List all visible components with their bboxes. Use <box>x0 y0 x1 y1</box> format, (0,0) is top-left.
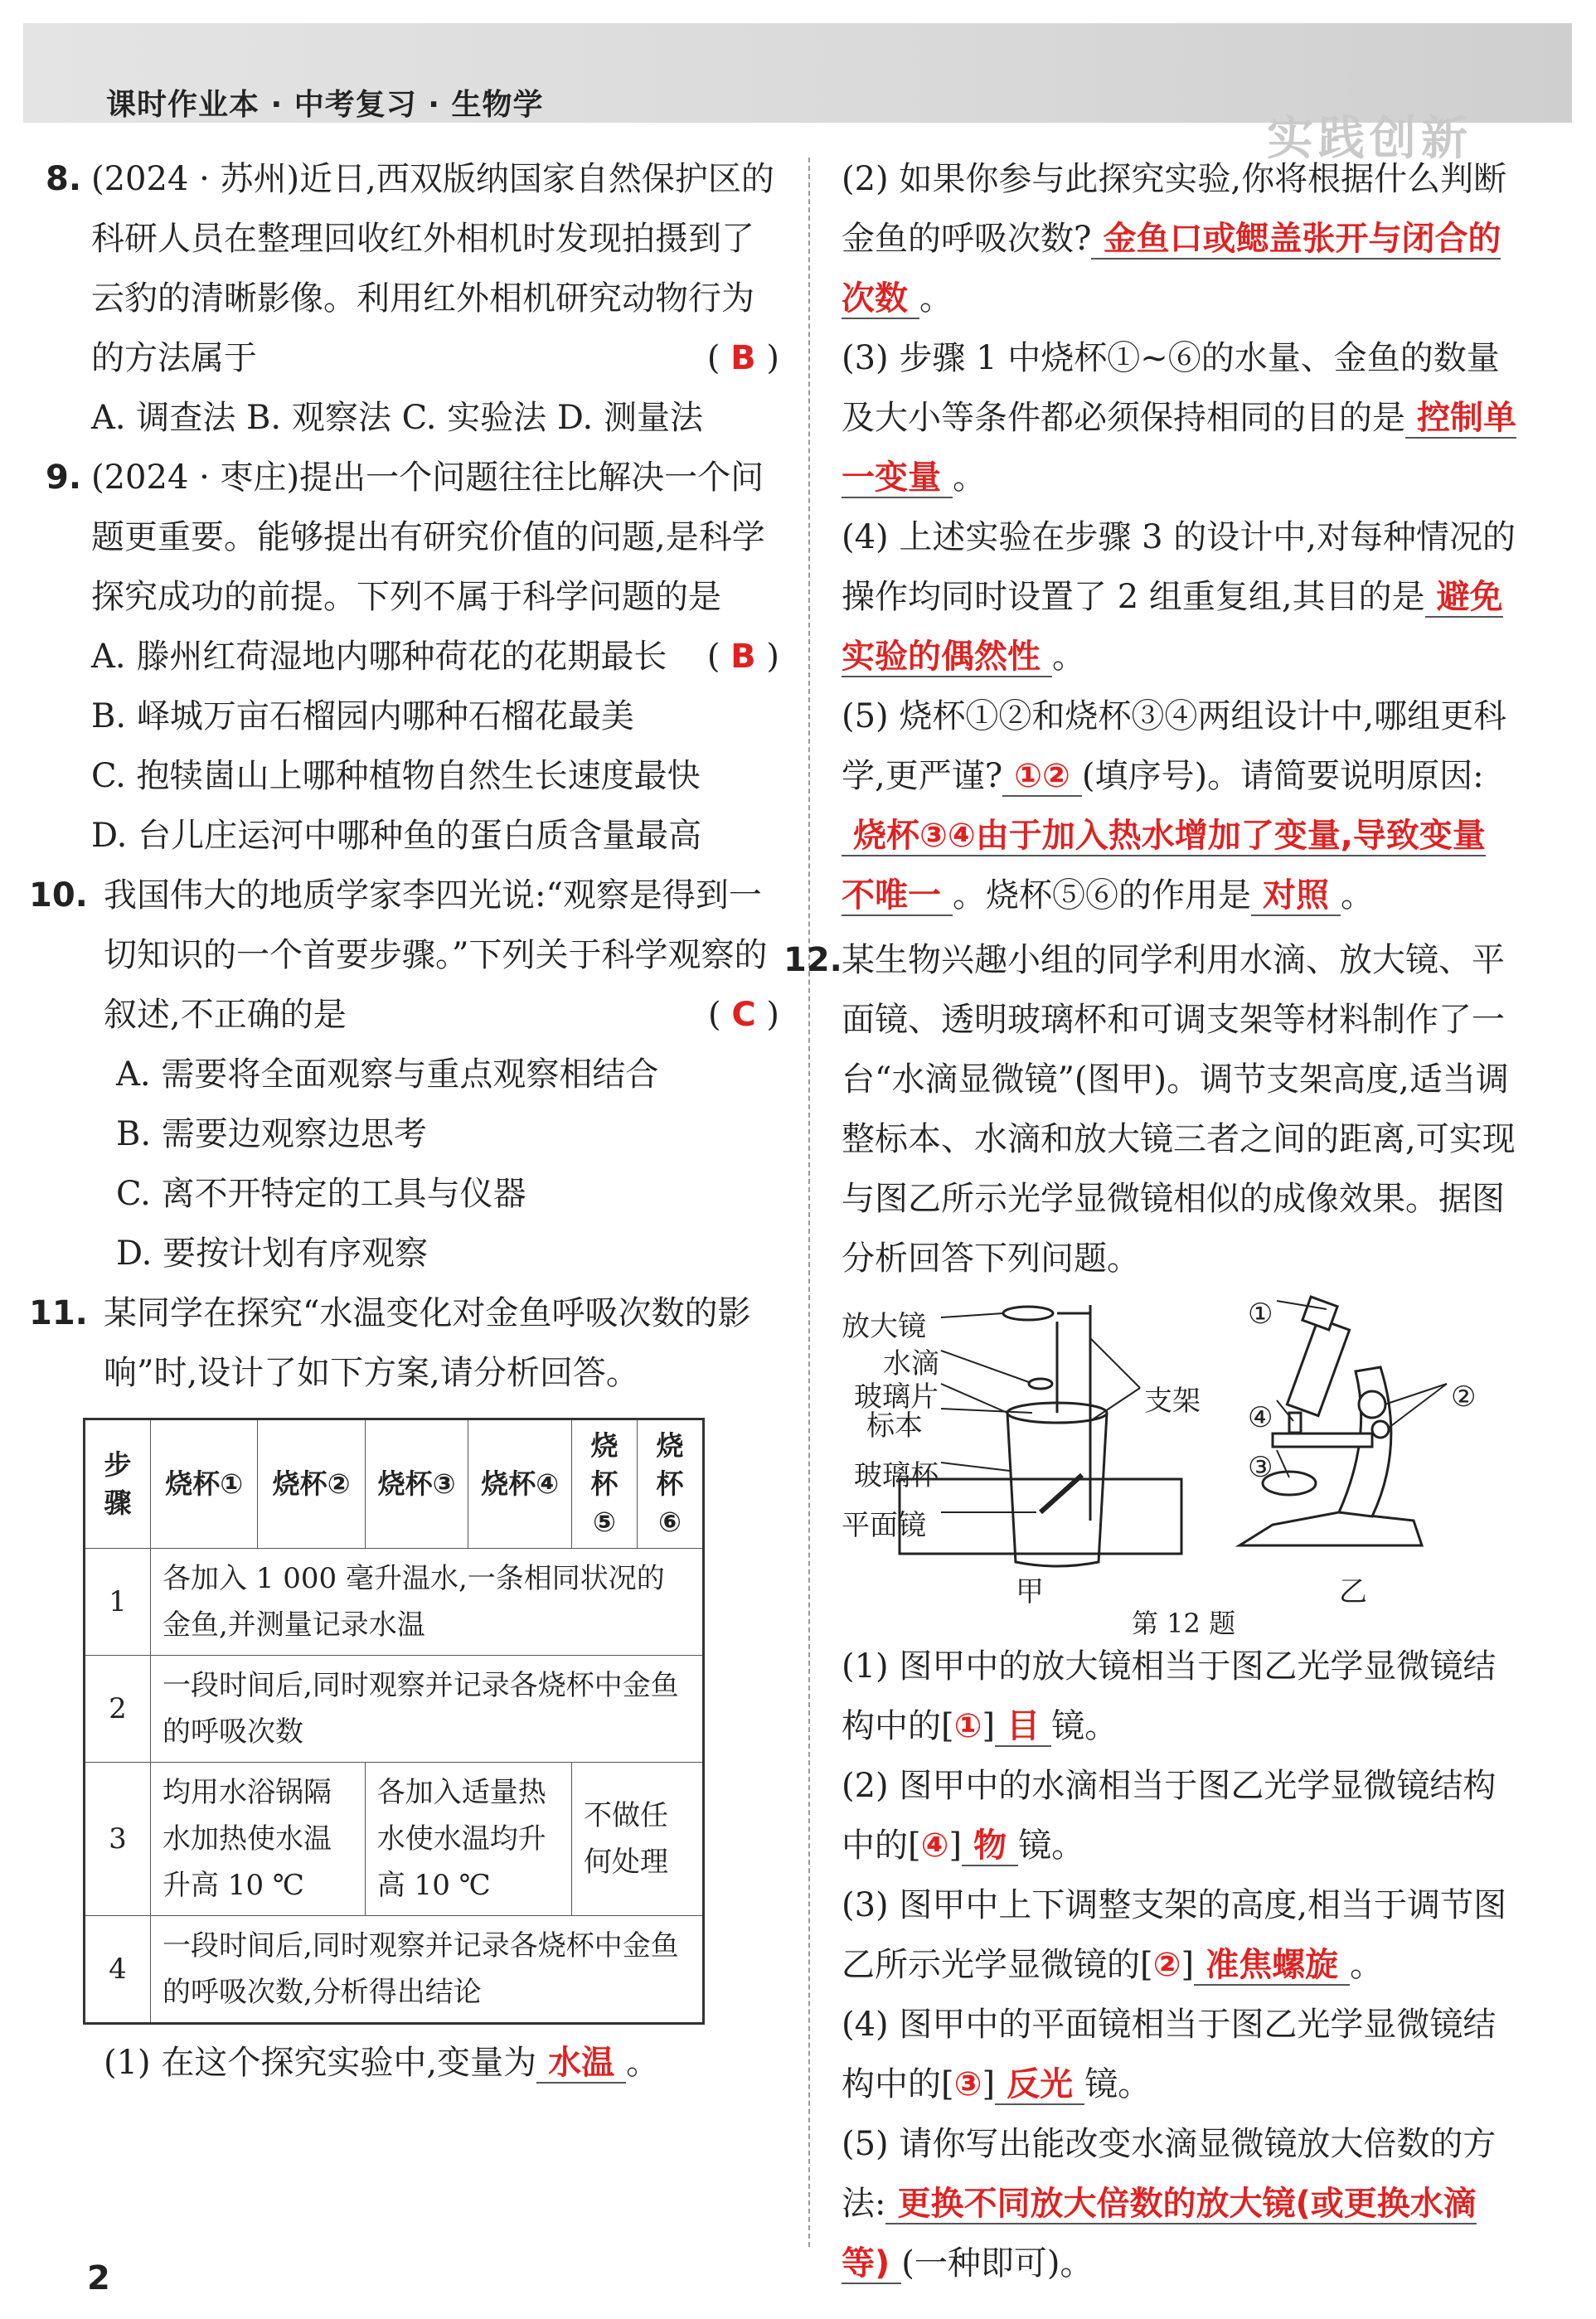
header-title: 课时作业本 · 中考复习 · 生物学 <box>106 88 544 122</box>
q11-sub3 <box>842 328 1517 507</box>
table-cell: 不做任何处理 <box>572 1763 704 1916</box>
sub-text: ] <box>1181 1946 1195 1984</box>
table-header: 烧杯⑥ <box>638 1419 704 1549</box>
sub-text: 镜。 <box>1084 2065 1152 2103</box>
sub-text: ] <box>982 2065 996 2103</box>
answer-bracket: ( B ) <box>706 339 779 377</box>
label-glass-slide: 玻璃片 <box>854 1380 939 1414</box>
sub-text: 。 <box>626 2044 660 2082</box>
answer: C <box>731 996 756 1034</box>
question-12 <box>783 930 1517 1288</box>
sub-text: ] <box>982 1707 996 1745</box>
page-header <box>23 23 1572 166</box>
question-number: 9. <box>46 458 82 497</box>
option: D. 要按计划有序观察 <box>116 1235 429 1273</box>
objective-lens <box>1289 1413 1301 1433</box>
sub-text: 镜。 <box>1018 1827 1085 1865</box>
q11-sub5 <box>842 686 1517 925</box>
table-header: 烧杯⑤ <box>572 1419 638 1549</box>
table-row <box>85 1549 704 1656</box>
microscope-stage <box>1273 1434 1372 1447</box>
label-part-4: ④ <box>1248 1401 1273 1434</box>
question-number: 8. <box>46 160 82 198</box>
question-stem: 我国伟大的地质学家李四光说:“观察是得到一切知识的一个首要步骤。”下列关于科学观察的叙述,不正确的是 <box>104 876 768 1034</box>
option: D. 台儿庄运河中哪种鱼的蛋白质含量最高 <box>91 817 702 855</box>
option: A. 需要将全面观察与重点观察相结合 <box>116 1055 659 1094</box>
sub-text: 。烧杯⑤⑥的作用是 <box>953 876 1251 915</box>
coarse-focus-knob <box>1359 1391 1385 1418</box>
q11-sub4 <box>842 507 1517 686</box>
label-jia: 甲 <box>1016 1575 1044 1608</box>
question-number: 12. <box>783 941 842 979</box>
answer-blank: 目 <box>995 1707 1051 1747</box>
table-cell: 一段时间后,同时观察并记录各烧杯中金鱼的呼吸次数 <box>151 1656 704 1763</box>
answer-part-number: ④ <box>920 1827 949 1865</box>
fine-focus-knob <box>1372 1421 1389 1438</box>
table-header: 烧杯① <box>151 1419 258 1549</box>
label-magnifier: 放大镜 <box>842 1310 926 1343</box>
sub-text: ] <box>948 1827 963 1865</box>
options: A. 调查法 B. 观察法 C. 实验法 D. 测量法 <box>91 399 703 437</box>
q12-sub2 <box>842 1756 1517 1875</box>
answer-part-number: ② <box>1152 1946 1181 1984</box>
question-stem: (2024 · 枣庄)提出一个问题往往比解决一个问题更重要。能够提出有研究价值的问题,是科学探究成功的前提。下列不属于科学问题的是 <box>91 458 765 616</box>
experiment-table <box>83 1418 705 2025</box>
question-number: 10. <box>29 876 88 915</box>
answer: B <box>730 638 756 676</box>
answer-part-number: ③ <box>953 2065 982 2103</box>
step-cell: 3 <box>85 1763 151 1916</box>
header-watermark: 实践创新 <box>1267 112 1472 166</box>
answer-blank: 烧杯③④由于加入热水增加了变量,导致变量不唯一 <box>842 817 1486 915</box>
label-flat-mirror: 平面镜 <box>842 1509 926 1542</box>
question-11 <box>29 1283 779 1403</box>
figure-microscopes <box>842 1288 1517 1637</box>
left-column <box>29 149 779 2093</box>
option: C. 抱犊崮山上哪种植物自然生长速度最快 <box>91 757 701 795</box>
sub-text: 。 <box>1341 876 1374 915</box>
answer-blank: ①② <box>1002 757 1082 797</box>
table-row <box>85 1763 704 1916</box>
question-9 <box>46 448 779 866</box>
sub-text: (填序号)。请简要说明原因: <box>1081 757 1484 795</box>
sub-text: (2) 图甲中的水滴相当于图乙光学显微镜结构中的[ <box>842 1767 1497 1865</box>
sub-text: 镜。 <box>1051 1707 1118 1745</box>
question-stem: (2024 · 苏州)近日,西双版纳国家自然保护区的科研人员在整理回收红外相机时发现拍摄到了云豹的清晰影像。利用红外相机研究动物行为的方法属于 <box>91 160 774 377</box>
option: B. 峄城万亩石榴园内哪种石榴花最美 <box>91 697 634 735</box>
figure-svg <box>842 1288 1517 1637</box>
q12-sub1 <box>842 1637 1517 1756</box>
label-support: 支架 <box>1144 1385 1201 1418</box>
table-cell: 均用水浴锅隔水加热使水温升高 10 ℃ <box>151 1763 366 1916</box>
sub-text: (4) 上述实验在步骤 3 的设计中,对每种情况的操作均同时设置了 2 组重复组,其目的是 <box>842 518 1516 616</box>
column-divider <box>808 158 810 2247</box>
sub-text: (1) 图甲中的放大镜相当于图乙光学显微镜结构中的[ <box>842 1647 1497 1745</box>
answer-blank: 避免实验的偶然性 <box>842 578 1503 676</box>
water-drop-microscope <box>900 1305 1181 1566</box>
water-drop <box>1029 1379 1052 1389</box>
q11-sub1 <box>91 2033 779 2093</box>
question-10 <box>29 866 779 1283</box>
label-yi: 乙 <box>1339 1575 1367 1608</box>
sub-text: (2) 如果你参与此探究实验,你将根据什么判断金鱼的呼吸次数? <box>842 160 1507 258</box>
label-water-drop: 水滴 <box>883 1347 939 1380</box>
answer-bracket: ( B ) <box>706 638 779 676</box>
table-cell: 各加入 1 000 毫升温水,一条相同状况的金鱼,并测量记录水温 <box>151 1549 704 1656</box>
label-part-2: ② <box>1451 1380 1477 1414</box>
q12-sub5 <box>842 2114 1517 2293</box>
label-specimen: 标本 <box>866 1409 923 1443</box>
q11-sub2 <box>842 149 1517 328</box>
base-plane <box>900 1479 1181 1554</box>
answer-part-number: ① <box>953 1707 982 1745</box>
table-header: 烧杯④ <box>468 1419 572 1549</box>
answer: B <box>730 339 756 377</box>
table-cell: 一段时间后,同时观察并记录各烧杯中金鱼的呼吸次数,分析得出结论 <box>151 1916 704 2024</box>
figure-caption: 第 12 题 <box>1132 1608 1236 1639</box>
sub-text: (1) 在这个探究实验中,变量为 <box>104 2044 537 2082</box>
q12-sub3 <box>842 1875 1517 1995</box>
option: C. 离不开特定的工具与仪器 <box>116 1175 526 1213</box>
magnifier <box>1003 1307 1053 1320</box>
sub-text: 。 <box>1350 1946 1384 1984</box>
table-cell: 各加入适量热水使水温均升高 10 ℃ <box>365 1763 571 1916</box>
question-stem: 某同学在探究“水温变化对金鱼呼吸次数的影响”时,设计了如下方案,请分析回答。 <box>104 1294 751 1392</box>
label-part-3: ③ <box>1248 1451 1273 1484</box>
answer-blank: 对照 <box>1251 876 1341 916</box>
question-number: 11. <box>29 1294 88 1332</box>
sub-text: (4) 图甲中的平面镜相当于图乙光学显微镜结构中的[ <box>842 2006 1497 2103</box>
sub-text: 。 <box>919 279 953 318</box>
question-8 <box>46 149 779 448</box>
answer-blank: 水温 <box>536 2044 626 2084</box>
table-header-row <box>85 1419 704 1549</box>
table-header: 烧杯③ <box>365 1419 468 1549</box>
table-header: 烧杯② <box>258 1419 365 1549</box>
step-cell: 4 <box>85 1916 151 2024</box>
step-cell: 1 <box>85 1549 151 1656</box>
microscope-base <box>1239 1512 1422 1545</box>
label-glass-cup: 玻璃杯 <box>854 1459 939 1492</box>
option: A. 滕州红荷湿地内哪种荷花的花期最长 <box>91 638 667 676</box>
answer-blank: 金鱼口或鳃盖张开与闭合的次数 <box>842 220 1501 318</box>
option: B. 需要边观察边思考 <box>116 1115 427 1153</box>
answer-blank: 反光 <box>995 2065 1084 2105</box>
sub-text: (5) 烧杯①②和烧杯③④两组设计中,哪组更科学,更严谨? <box>842 697 1507 795</box>
right-column <box>783 149 1517 2293</box>
label-part-1: ① <box>1248 1298 1273 1331</box>
page-number: 2 <box>87 2259 110 2297</box>
answer-blank: 物 <box>962 1827 1018 1866</box>
sub-text: (一种即可)。 <box>901 2244 1094 2283</box>
sub-text: 。 <box>1052 638 1085 676</box>
answer-bracket: ( C ) <box>707 996 779 1034</box>
step-cell: 2 <box>85 1656 151 1763</box>
sub-text: 。 <box>953 458 986 497</box>
answer-blank: 控制单一变量 <box>842 399 1516 497</box>
sub-text: (3) 步骤 1 中烧杯①~⑥的水量、金鱼的数量及大小等条件都必须保持相同的目的是 <box>842 339 1500 437</box>
answer-blank: 准焦螺旋 <box>1194 1946 1350 1986</box>
q12-sub4 <box>842 1995 1517 2114</box>
table-row <box>85 1916 704 2024</box>
sub-text: (3) 图甲中上下调整支架的高度,相当于调节图乙所示光学显微镜的[ <box>842 1886 1507 1984</box>
table-header: 步骤 <box>85 1419 151 1549</box>
table-row <box>85 1656 704 1763</box>
question-stem: 某生物兴趣小组的同学利用水滴、放大镜、平面镜、透明玻璃杯和可调支架等材料制作了一台“水滴显微镜”(图甲)。调节支架高度,适当调整标本、水滴和放大镜三者之间的距离,可实现与图乙所示光学显微镜相似的成像效果。据图分析回答下列问题。 <box>842 941 1516 1278</box>
microscope-tube <box>1287 1318 1349 1415</box>
sub-text: (5) 请你写出能改变水滴显微镜放大倍数的方法: <box>842 2125 1497 2223</box>
answer-blank: 更换不同放大倍数的放大镜(或更换水滴等) <box>842 2185 1477 2283</box>
